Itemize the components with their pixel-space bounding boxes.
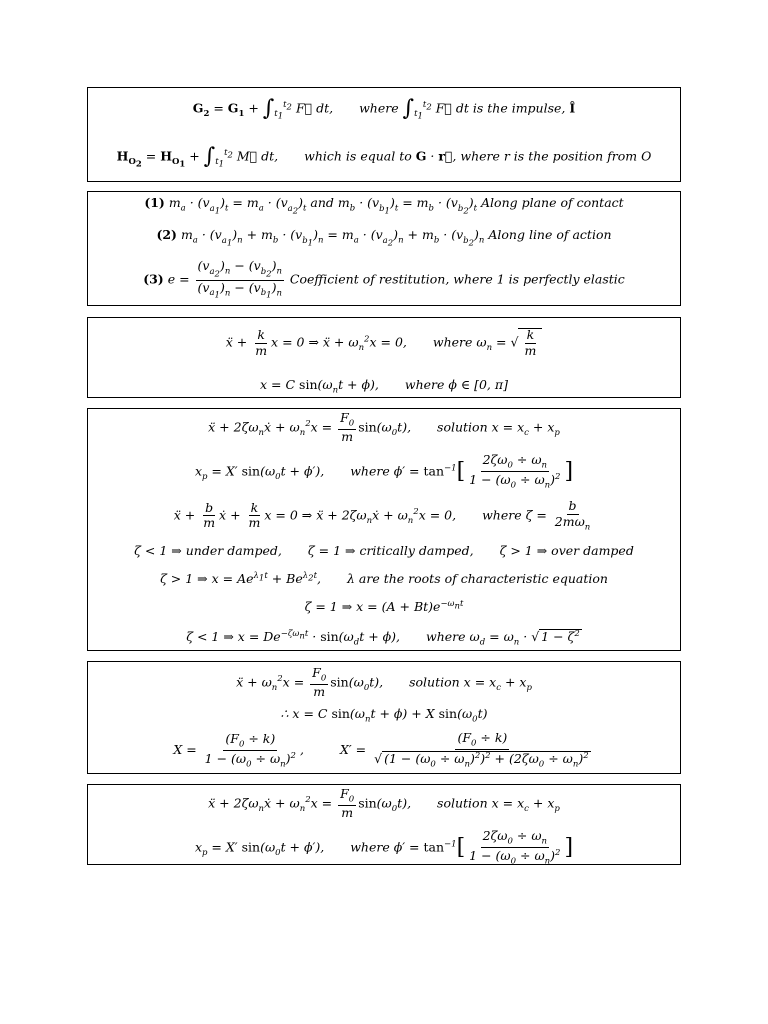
equation-damped-forced: ẍ + $2\zeta\omega_nẋ + \omega_n^2x$ = $\frac{F_0}{m}$ $\sin(\omega_0t)$, solution $x = x_c + x_p$ xyxy=(208,410,560,444)
equation-box-damped-forced xyxy=(87,408,681,651)
equation-underdamped: ζ < 1 ⇒ $x = De^{-\zeta\omega_nt} \cdot \sin(\omega_dt + \phi)$, where $\omega_d = \omega_n$ · √ $1 - \zeta^2$ xyxy=(186,629,580,648)
equation-particular-phase: $x_p = X'$ $\sin(\omega_0t + \phi')$, where $\phi' = \tan^{-1}$[ $\frac{2\zeta\omega_0 \div \omega_n}{1 - (\omega_0 \div \omega_n)^2}$ ] xyxy=(194,452,574,491)
equation-critically-damped: ζ = 1 ⇒ $x = (A + Bt)e^{-\omega_nt}$ xyxy=(304,599,464,615)
equation-box-undamped-forced xyxy=(87,661,681,774)
equation-restitution: (3) e = $\frac{(v_{a_2})_n - (v_{b_2})_n}{(v_{a_1})_n - (v_{b_1})_n}$ Coefficient of restitution, where 1 is perfectly elastic xyxy=(143,258,625,301)
equation-natural-frequency: ẍ + $\frac{k}{m}$ x = 0 ⇒ ẍ + $\omega_n^2x = 0$, where $\omega_n$ = √ $\frac{k}{m}$ xyxy=(88,328,680,357)
equation-plane-of-contact: (1) $m_a \cdot (v_{a_1})_t = m_a \cdot (v_{a_2})_t$ and $m_b \cdot (v_{b_1})_t = m_b \cdot (v_{b_2})_t$ Along plane of contact xyxy=(144,195,624,217)
equation-undamped-forced: ẍ + $\omega_n^2x$ = $\frac{F_0}{m}$ $\sin(\omega_0t)$, solution $x = x_c + x_p$ xyxy=(236,665,532,699)
equation-overdamped: ζ > 1 ⇒ $x = Ae^{\lambda_1t} + Be^{\lambda_2t}$, λ are the roots of characteristic equation xyxy=(160,571,608,587)
equation-damping-cases: ζ < 1 ⇒ under damped, ζ = 1 ⇒ critically damped, ζ > 1 ⇒ over damped xyxy=(134,543,634,558)
equation-free-solution: x = C $\sin(\omega_nt + \phi)$, where ϕ ∈ [0, π] xyxy=(260,377,508,396)
equation-amplitudes: X = $\frac{(F_0 \div k)}{1 - (\omega_0 \div \omega_n)^2}$ , X′ = $\frac{(F_0 \div k)}{√ (1 - (\omega_0 \div \omega_n)^2)^2 + (2\zeta\omega_0 \div \omega_n)^2}$ xyxy=(173,730,589,770)
equation-box-collision xyxy=(87,191,681,306)
equation-box-free-vibration xyxy=(87,317,681,398)
equation-linear-impulse: $G_2 = G_1 + \int_{t_1}^{t_2}$ F⃗ dt, where $\int_{t_1}^{t_2}$ F⃗ dt is the impulse, Î xyxy=(192,96,576,122)
equation-damped-forced-repeat: ẍ + $2\zeta\omega_nẋ + \omega_n^2x$ = $\frac{F_0}{m}$ $\sin(\omega_0t)$, solution $x = x_c + x_p$ xyxy=(208,786,560,820)
equation-damping-ratio: ẍ + $\frac{b}{m}$ ẋ + $\frac{k}{m}$ x = 0 ⇒ ẍ + $2\zeta\omega_nẋ + \omega_n^2x = 0$, where ζ = b $2m\omega_n$ xyxy=(173,498,591,532)
equation-angular-impulse: $H_{O_2} = H_{O_1} + \int_{t_1}^{t_2}$ M⃗ dt, which is equal to G · r⃗, where r is the position from O xyxy=(116,144,652,170)
equation-general-solution: ∴ x = C $\sin(\omega_nt + \phi) + X$ $\sin(\omega_0t)$ xyxy=(280,706,488,725)
equation-box-damped-forced-summary xyxy=(87,784,681,865)
equation-particular-phase-repeat: $x_p = X'$ $\sin(\omega_0t + \phi')$, where $\phi' = \tan^{-1}$[ $\frac{2\zeta\omega_0 \div \omega_n}{1 - (\omega_0 \div \omega_n)^2}$ ] xyxy=(194,828,574,867)
equation-box-impulse-momentum xyxy=(87,87,681,182)
equation-line-of-action: (2) $m_a \cdot (v_{a_1})_n + m_b \cdot (v_{b_1})_n = m_a \cdot (v_{a_2})_n + m_b \cdot (v_{b_2})_n$ Along line of action xyxy=(156,227,612,249)
